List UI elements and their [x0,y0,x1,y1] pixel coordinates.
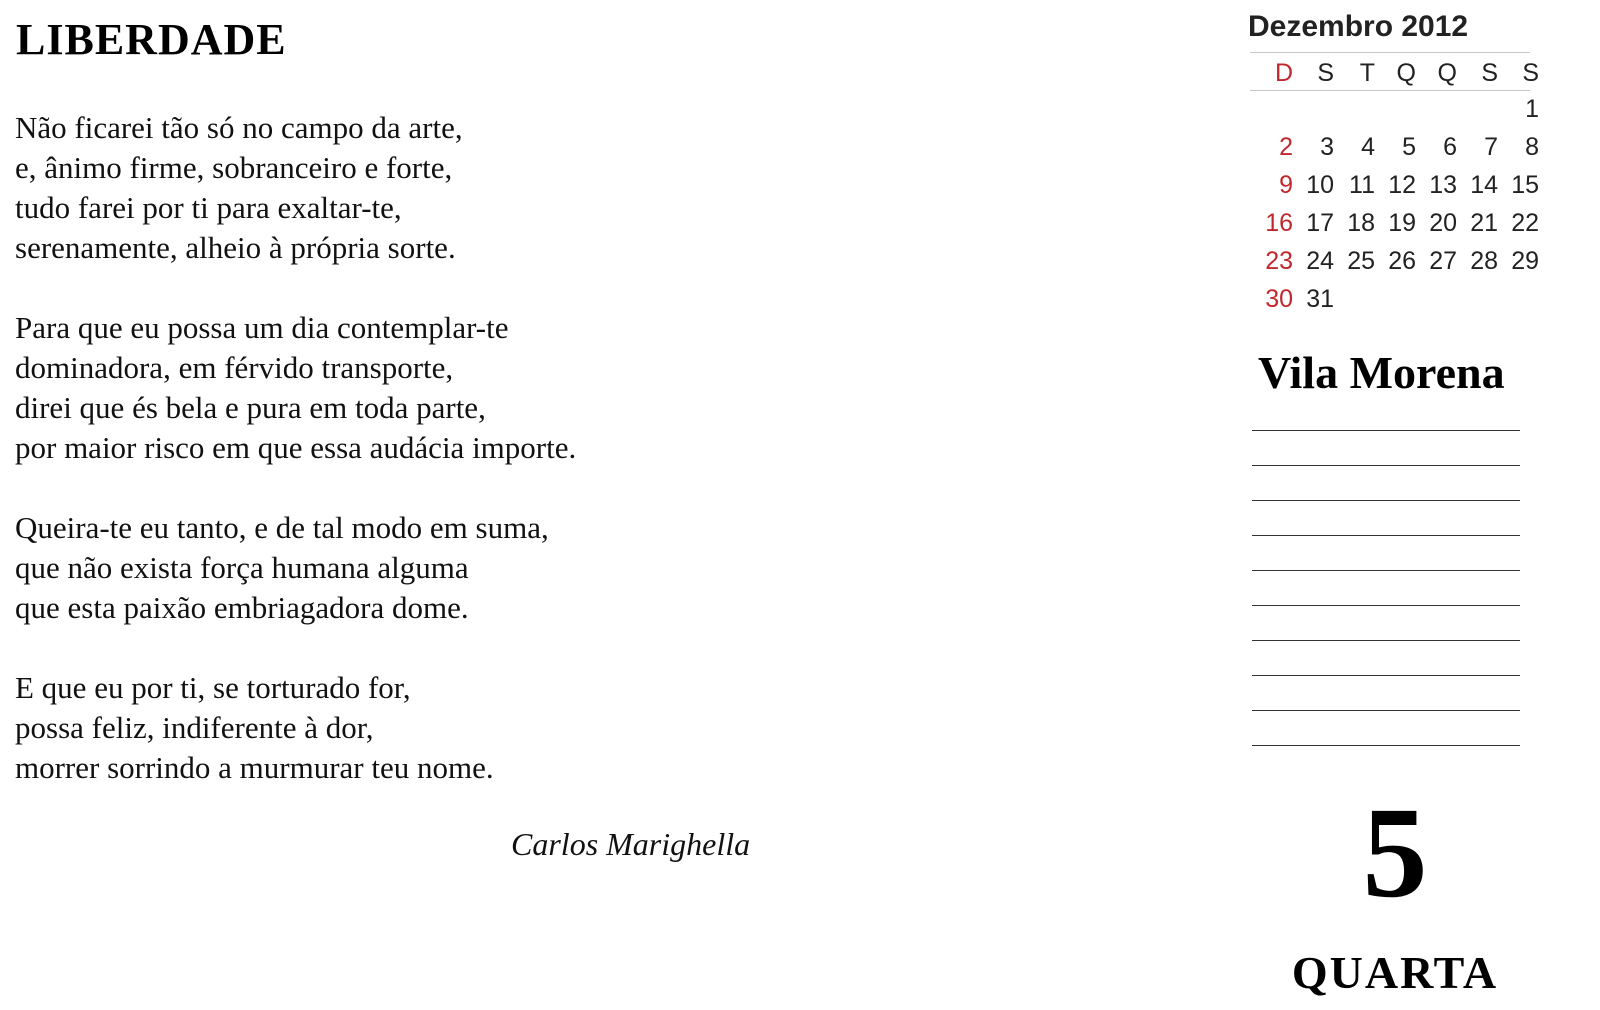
poem-line: direi que és bela e pura em toda parte, [15,390,486,425]
calendar-week-row [1252,166,1539,204]
calendar-day: 20 [1429,208,1457,237]
calendar-day: 1 [1525,94,1539,123]
weekday-label: S [1481,58,1498,87]
calendar-month-title: Dezembro 2012 [1248,10,1469,43]
calendar-day: 13 [1429,170,1457,199]
weekday-label: Q [1396,58,1416,87]
weekday-label: Q [1437,58,1457,87]
calendar-day: 3 [1320,132,1334,161]
calendar-day: 5 [1402,132,1416,161]
stanza-2 [15,308,576,468]
calendar-day: 17 [1306,208,1334,237]
calendar-day: 30 [1265,284,1293,313]
calendar-day: 14 [1470,170,1498,199]
calendar-day: 23 [1265,246,1293,275]
note-line [1252,500,1520,501]
poem-line: que não exista força humana alguma [15,550,469,585]
calendar-day: 25 [1347,246,1375,275]
calendar-day: 28 [1470,246,1498,275]
poem-line: por maior risco em que essa audácia importe. [15,430,577,465]
stanza-3 [15,508,549,628]
note-line [1252,640,1520,641]
note-line [1252,710,1520,711]
poem-line: que esta paixão embriagadora dome. [15,590,469,625]
stanza-4 [15,668,494,788]
poem-line: dominadora, em férvido transporte, [15,350,454,385]
calendar-day: 10 [1306,170,1334,199]
day-number: 5 [1362,781,1428,925]
calendar-day: 18 [1347,208,1375,237]
weekday-label: S [1317,58,1334,87]
calendar-day: 12 [1388,170,1416,199]
poem-line: morrer sorrindo a murmurar teu nome. [15,750,494,785]
calendar-day: 15 [1511,170,1539,199]
weekday-label: D [1274,58,1293,87]
note-line [1252,535,1520,536]
calendar-day: 8 [1525,132,1539,161]
poem-line: tudo farei por ti para exaltar-te, [15,190,402,225]
calendar-week-row [1252,280,1539,318]
place-name: Vila Morena [1258,347,1505,398]
poem-author: Carlos Marighella [511,826,751,862]
calendar-week-row [1252,242,1539,280]
poem-line: serenamente, alheio à própria sorte. [15,230,456,265]
calendar-weekday-row [1252,56,1539,90]
calendar-day: 16 [1265,208,1293,237]
calendar-divider [1250,52,1530,53]
calendar-day: 4 [1361,132,1375,161]
calendar-day: 27 [1429,246,1457,275]
poem-line: E que eu por ti, se torturado for, [15,670,411,705]
poem-line: Queira-te eu tanto, e de tal modo em suma, [15,510,549,545]
calendar-day: 7 [1484,132,1498,161]
poem-line: Não ficarei tão só no campo da arte, [15,110,463,145]
calendar-day: 22 [1511,208,1539,237]
calendar-weeks [1252,90,1539,318]
poem-title: LIBERDADE [16,15,287,64]
calendar-day: 26 [1388,246,1416,275]
note-line [1252,570,1520,571]
weekday-label: S [1522,58,1539,87]
poem-line: e, ânimo firme, sobranceiro e forte, [15,150,453,185]
poem-line: possa feliz, indiferente à dor, [15,710,374,745]
calendar-day: 21 [1470,208,1498,237]
note-line [1252,465,1520,466]
calendar-day: 6 [1443,132,1457,161]
stanza-1 [15,108,463,268]
calendar-grid [1252,56,1539,318]
calendar-day: 9 [1279,170,1293,199]
poem-line: Para que eu possa um dia contemplar-te [15,310,509,345]
calendar-day: 2 [1279,132,1293,161]
note-line [1252,745,1520,746]
note-line [1252,675,1520,676]
calendar-week-row [1252,128,1539,166]
weekday-label: T [1359,58,1375,87]
note-line [1252,605,1520,606]
calendar-day: 11 [1349,170,1375,199]
weekday-name: QUARTA [1291,947,1499,998]
calendar-day: 24 [1306,246,1334,275]
calendar-day: 31 [1306,284,1334,313]
note-line [1252,430,1520,431]
calendar-day: 19 [1388,208,1416,237]
calendar-day: 29 [1511,246,1539,275]
calendar-week-row [1252,90,1539,128]
calendar-week-row [1252,204,1539,242]
notes-area [1252,430,1520,780]
